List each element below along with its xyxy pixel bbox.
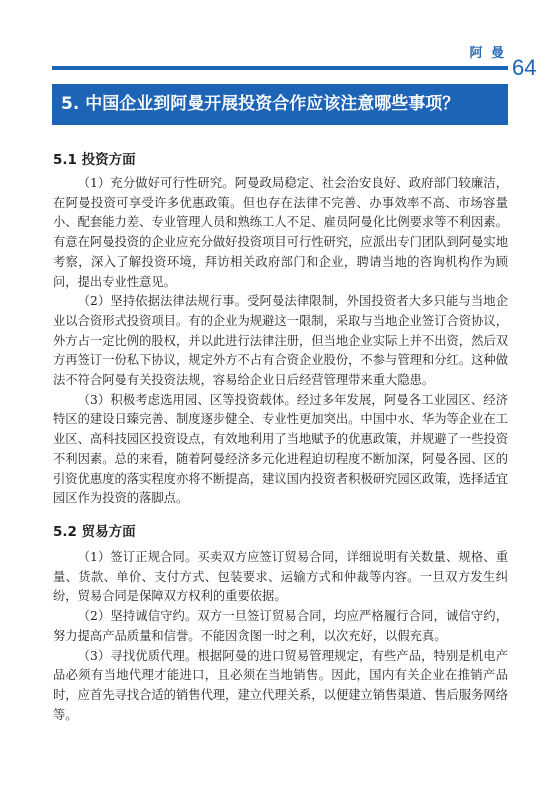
paragraph: （2）坚持依据法律法规行事。受阿曼法律限制，外国投资者大多只能与当地企业以合资形式投资项目。有的企业为规避这一限制，采取与当地企业签订合资协议，外方占一定比例的股权，并以此进行法律注册，但当地企业实际上并不出资，然后双方再签订一份私下协议，规定外方不占有合资企业股份，不参与管理和分红。这种做法不符合阿曼有关投资法规，容易给企业日后经营管理带来重大隐患。	[53, 294, 508, 388]
paragraph: （2）坚持诚信守约。双方一旦签订贸易合同，均应严格履行合同，诚信守约，努力提高产品质量和信誉。不能因贪图一时之利，以次充好，以假充真。	[53, 609, 508, 643]
header-rule	[52, 66, 508, 70]
section-heading-investment: 5.1 投资方面	[53, 152, 136, 168]
paragraph: （1）充分做好可行性研究。阿曼政局稳定、社会治安良好、政府部门较廉洁，在阿曼投资可享受许多优惠政策。但也存在法律不完善、办事效率不高、市场容量小、配套能力差、专业管理人员和熟练工人不足、雇员阿曼化比例要求等不利因素。有意在阿曼投资的企业应充分做好投资项目可行性研究，应派出专门团队到阿曼实地考察，深入了解投资环境，拜访相关政府部门和企业，聘请当地的咨询机构作为顾问，提出专业性意见。	[53, 176, 508, 289]
paragraph: （1）签订正规合同。买卖双方应签订贸易合同，详细说明有关数量、规格、重量、货款、单价、支付方式、包装要求、运输方式和仲裁等内容。一旦双方发生纠纷，贸易合同是保障双方权利的重要依据。	[53, 550, 508, 604]
running-header-country: 阿 曼	[469, 46, 506, 61]
chapter-title: 5. 中国企业到阿曼开展投资合作应该注意哪些事项？	[61, 94, 460, 114]
section-body-investment	[53, 174, 508, 509]
chapter-title-banner	[52, 84, 508, 125]
section-heading-trade: 5.2 贸易方面	[53, 524, 136, 540]
paragraph: （3）积极考虑选用园、区等投资载体。经过多年发展，阿曼各工业园区、经济特区的建设日臻完善、制度逐步健全、专业性更加突出。中国中水、华为等企业在工业区、高科技园区投资设点，有效地利用了当地赋予的优惠政策，并规避了一些投资不利因素。总的来看，随着阿曼经济多元化进程迫切程度不断加深，阿曼各园、区的引资优惠度的落实程度亦将不断提高，建议国内投资者积极研究园区政策，选择适宜园区作为投资的落脚点。	[53, 392, 508, 506]
paragraph: （3）寻找优质代理。根据阿曼的进口贸易管理规定，有些产品，特别是机电产品必须有当地代理才能进口，且必须在当地销售。因此，国内有关企业在推销产品时，应首先寻找合适的销售代理，建立代理关系，以便建立销售渠道、售后服务网络等。	[53, 648, 508, 722]
section-body-trade	[53, 548, 508, 725]
page-number: 64	[512, 55, 537, 80]
